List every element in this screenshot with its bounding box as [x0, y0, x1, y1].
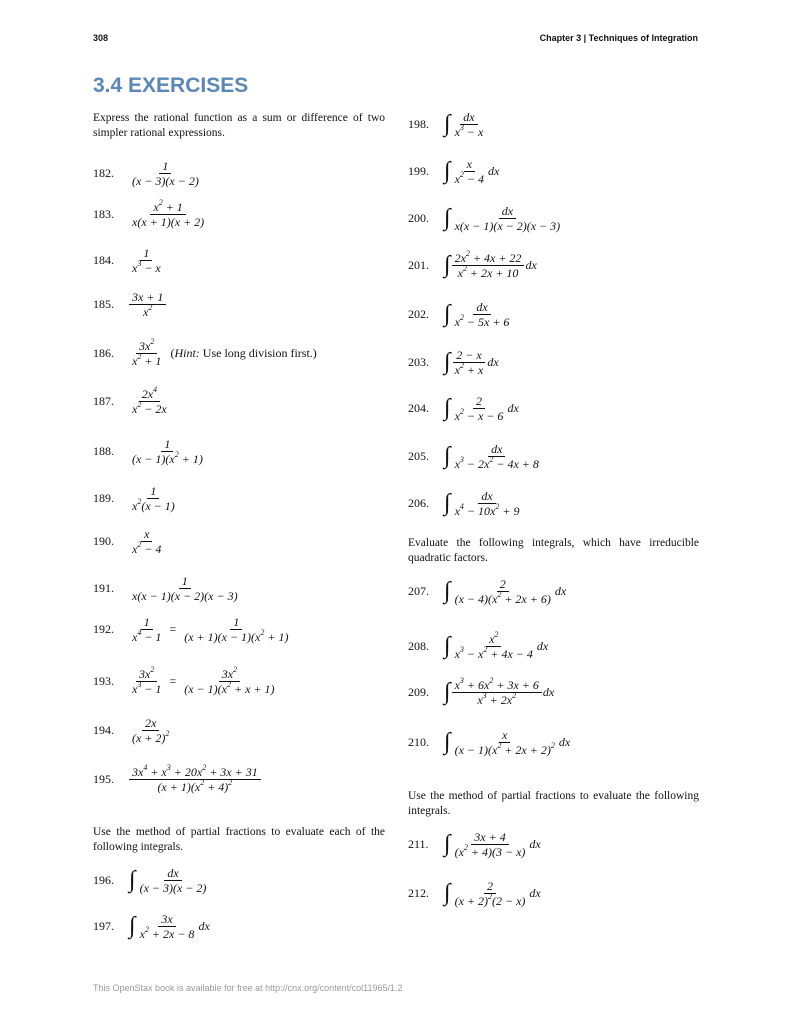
integral-sign-icon: ∫: [444, 158, 451, 184]
expression: $\frac{3x^2}{x^3 - 1}$ = $\frac{3x^2}{(x - 1)(x^2 + x + 1)}$: [129, 667, 278, 696]
fraction: $\frac{2x}{(x + 2)^2}$: [132, 715, 170, 745]
expression: [444, 394, 519, 423]
exercise-number: 188.: [93, 443, 114, 458]
fraction: $\frac{3x + 1}{x^2}$: [129, 290, 166, 319]
exercise-number: 197.: [93, 918, 114, 933]
integral-sign-icon: ∫: [129, 913, 136, 939]
integral-sign-icon: ∫: [444, 729, 451, 755]
exercise-number: 203.: [408, 354, 429, 369]
section-title: 3.4 EXERCISES: [93, 74, 249, 97]
exercise-188: [93, 433, 206, 469]
expression: [129, 527, 164, 556]
exercise-184: [93, 242, 164, 278]
exercise-number: 209.: [408, 684, 429, 699]
exercise-number: 186.: [93, 345, 114, 360]
exercise-202: [408, 296, 512, 332]
fraction: $\frac{2x^4}{x^2 - 2x}$: [132, 384, 167, 416]
instructions-rational: Express the rational function as a sum or difference of two simpler rational expressions.: [93, 112, 385, 139]
fraction: $\frac{dx}{x^3 - x}$: [454, 109, 484, 139]
exercise-195: [93, 761, 261, 797]
exercise-199: [408, 153, 499, 189]
expression: [444, 489, 522, 518]
exercise-185: [93, 286, 166, 322]
exercise-number: 196.: [93, 872, 114, 887]
exercise-205: [408, 438, 542, 474]
exercise-number: 194.: [93, 722, 114, 737]
exercise-number: 201.: [408, 257, 429, 272]
integral-sign-icon: ∫: [444, 205, 451, 231]
differential: dx: [488, 163, 500, 178]
exercise-number: 200.: [408, 210, 429, 225]
expression: [129, 484, 178, 513]
exercise-189: [93, 480, 178, 516]
exercise-204: [408, 390, 519, 426]
exercise-212: [408, 875, 541, 911]
expression: [129, 384, 170, 416]
differential: dx: [529, 836, 541, 851]
exercise-201: [408, 247, 537, 283]
fraction: $\frac{2x^2 + 4x + 22}{x^2 + 2x + 10}$: [452, 251, 525, 280]
fraction: $\frac{3x^2}{x^3 - 1}$: [132, 664, 162, 696]
exercise-number: 199.: [408, 163, 429, 178]
exercise-192: [93, 611, 291, 647]
integral-sign-icon: ∫: [444, 679, 451, 705]
fraction: $\frac{x}{x^2 - 4}$: [132, 526, 162, 556]
exercise-number: 182.: [93, 165, 114, 180]
exercise-182: [93, 155, 202, 191]
exercise-186: [93, 335, 317, 371]
integral-sign-icon: ∫: [129, 867, 136, 893]
exercise-206: [408, 485, 522, 521]
fraction: $\frac{dx}{x(x - 1)(x - 2)(x - 3)}$: [454, 203, 561, 233]
exercise-number: 187.: [93, 393, 114, 408]
fraction: $\frac{2}{(x - 4)(x^2 + 2x + 6)}$: [454, 576, 551, 606]
expression: [129, 912, 210, 941]
exercise-number: 210.: [408, 734, 429, 749]
expression: [444, 204, 563, 233]
fraction: $\frac{dx}{x^3 - 2x^2 - 4x + 8}$: [454, 441, 539, 471]
differential: dx: [198, 918, 210, 933]
expression: [444, 442, 542, 471]
fraction: $\frac{dx}{(x - 3)(x - 2)}$: [139, 865, 207, 895]
exercise-208: [408, 628, 548, 664]
fraction: $\frac{1}{(x - 1)(x^2 + 1)}$: [132, 436, 203, 466]
integral-sign-icon: ∫: [444, 831, 451, 857]
expression: [444, 577, 566, 606]
fraction: $\frac{3x^4 + x^3 + 20x^2 + 3x + 31}{(x + 1)(x^2 + 4)^2}$: [129, 765, 261, 794]
expression: [129, 716, 172, 745]
exercise-207: [408, 573, 566, 609]
exercise-183: [93, 196, 207, 232]
exercise-194: [93, 712, 172, 748]
exercise-210: [408, 724, 570, 760]
integral-sign-icon: ∫: [444, 490, 451, 516]
expression: [129, 246, 164, 275]
exercise-number: 191.: [93, 580, 114, 595]
integral-sign-icon: ∫: [444, 111, 451, 137]
fraction: $\frac{dx}{x^2 - 5x + 6}$: [454, 299, 510, 329]
exercise-number: 212.: [408, 885, 429, 900]
hint: (Hint: Use long division first.): [170, 345, 317, 360]
page-number: 308: [93, 33, 109, 43]
exercise-number: 205.: [408, 448, 429, 463]
fraction: $\frac{dx}{x^4 - 10x^2 + 9}$: [454, 488, 520, 518]
fraction: $\frac{x}{x^2 - 4}$: [454, 156, 485, 186]
fraction: $\frac{3x^2}{x^2 + 1}$: [132, 336, 162, 368]
exercise-197: [93, 908, 210, 944]
differential: dx: [554, 583, 567, 598]
exercise-190: [93, 523, 164, 559]
differential: dx: [507, 400, 519, 415]
integral-sign-icon: ∫: [444, 301, 451, 327]
expression: [129, 336, 164, 368]
exercise-number: 183.: [93, 206, 114, 221]
expression: [444, 300, 512, 329]
fraction: $\frac{2}{(x + 2)^2(2 - x)}$: [454, 878, 526, 908]
integral-sign-icon: ∫: [444, 633, 451, 659]
exercise-number: 190.: [93, 533, 114, 548]
fraction: $\frac{1}{x^3 - x}$: [132, 245, 161, 275]
exercise-209: [408, 674, 554, 710]
fraction: $\frac{1}{(x + 1)(x - 1)(x^2 + 1)}$: [184, 614, 289, 644]
expression: [444, 728, 570, 757]
footer: This OpenStax book is available for free at http://cnx.org/content/col11965/1.2: [93, 983, 403, 993]
expression: [444, 830, 541, 859]
expression: [129, 159, 202, 188]
integral-sign-icon: ∫: [444, 395, 451, 421]
fraction: $\frac{x^2}{x^3 - x^2 + 4x - 4}$: [454, 629, 533, 661]
differential: dx: [525, 257, 537, 272]
exercise-193: [93, 663, 278, 699]
fraction: $\frac{2}{x^2 - x - 6}$: [454, 393, 504, 423]
expression: [129, 290, 166, 319]
exercise-number: 208.: [408, 638, 429, 653]
integral-sign-icon: ∫: [444, 880, 451, 906]
differential: dx: [487, 354, 499, 369]
instructions-partial-fractions-2: Use the method of partial fractions to evaluate the following integrals.: [408, 790, 699, 817]
fraction: $\frac{x^2 + 1}{x(x + 1)(x + 2)}$: [132, 197, 205, 229]
expression: [129, 762, 261, 794]
expression: [129, 437, 206, 466]
differential: dx: [536, 638, 549, 653]
exercise-number: 202.: [408, 306, 429, 321]
fraction: $\frac{3x}{x^2 + 2x - 8}$: [139, 911, 195, 941]
fraction: $\frac{x^3 + 6x^2 + 3x + 6}{x^3 + 2x^2}$: [452, 678, 542, 707]
expression: $\frac{1}{x^4 - 1}$ = $\frac{1}{(x + 1)(x - 1)(x^2 + 1)}$: [129, 615, 291, 644]
expression: [444, 348, 499, 377]
exercise-number: 193.: [93, 673, 114, 688]
exercise-198: [408, 106, 486, 142]
expression: [444, 629, 549, 661]
exercise-number: 206.: [408, 495, 429, 510]
exercise-187: [93, 383, 170, 419]
fraction: $\frac{2 - x}{x^2 + x}$: [454, 347, 484, 377]
exercise-200: [408, 200, 563, 236]
exercise-191: [93, 570, 241, 606]
exercise-211: [408, 826, 541, 862]
instructions-partial-fractions: Use the method of partial fractions to evaluate each of the following integrals.: [93, 826, 385, 853]
integral-sign-icon: ∫: [444, 252, 451, 278]
chapter-header: Chapter 3 | Techniques of Integration: [539, 33, 698, 43]
exercise-number: 211.: [408, 836, 429, 851]
fraction: $\frac{1}{x^2(x - 1)}$: [132, 483, 175, 513]
fraction: $\frac{1}{x(x - 1)(x - 2)(x - 3)}$: [132, 573, 238, 603]
expression: [129, 574, 241, 603]
expression: [444, 248, 537, 280]
exercise-number: 195.: [93, 771, 114, 786]
exercise-203: [408, 344, 499, 380]
differential: dx: [558, 734, 571, 749]
differential: dx: [542, 684, 555, 699]
fraction: $\frac{3x + 4}{(x^2 + 4)(3 - x)}$: [454, 829, 526, 859]
expression: [444, 879, 541, 908]
expression: [129, 197, 207, 229]
integral-sign-icon: ∫: [444, 443, 451, 469]
exercise-number: 204.: [408, 400, 429, 415]
instructions-quadratic: Evaluate the following integrals, which have irreducible quadratic factors.: [408, 537, 699, 564]
exercise-number: 185.: [93, 296, 114, 311]
differential: dx: [529, 885, 541, 900]
integral-sign-icon: ∫: [444, 349, 451, 375]
fraction: $\frac{x}{(x - 1)(x^2 + 2x + 2)^2}$: [454, 727, 555, 757]
exercise-number: 189.: [93, 490, 114, 505]
exercise-number: 184.: [93, 252, 114, 267]
expression: [444, 675, 555, 707]
expression: [129, 866, 209, 895]
exercise-196: [93, 862, 209, 898]
fraction: $\frac{1}{(x - 3)(x - 2)}$: [132, 158, 199, 188]
fraction: $\frac{3x^2}{(x - 1)(x^2 + x + 1)}$: [184, 664, 275, 696]
fraction: $\frac{1}{x^4 - 1}$: [132, 614, 162, 644]
exercise-number: 207.: [408, 583, 429, 598]
exercise-number: 198.: [408, 116, 429, 131]
exercise-number: 192.: [93, 621, 114, 636]
integral-sign-icon: ∫: [444, 578, 451, 604]
expression: [444, 110, 486, 139]
expression: [444, 157, 499, 186]
